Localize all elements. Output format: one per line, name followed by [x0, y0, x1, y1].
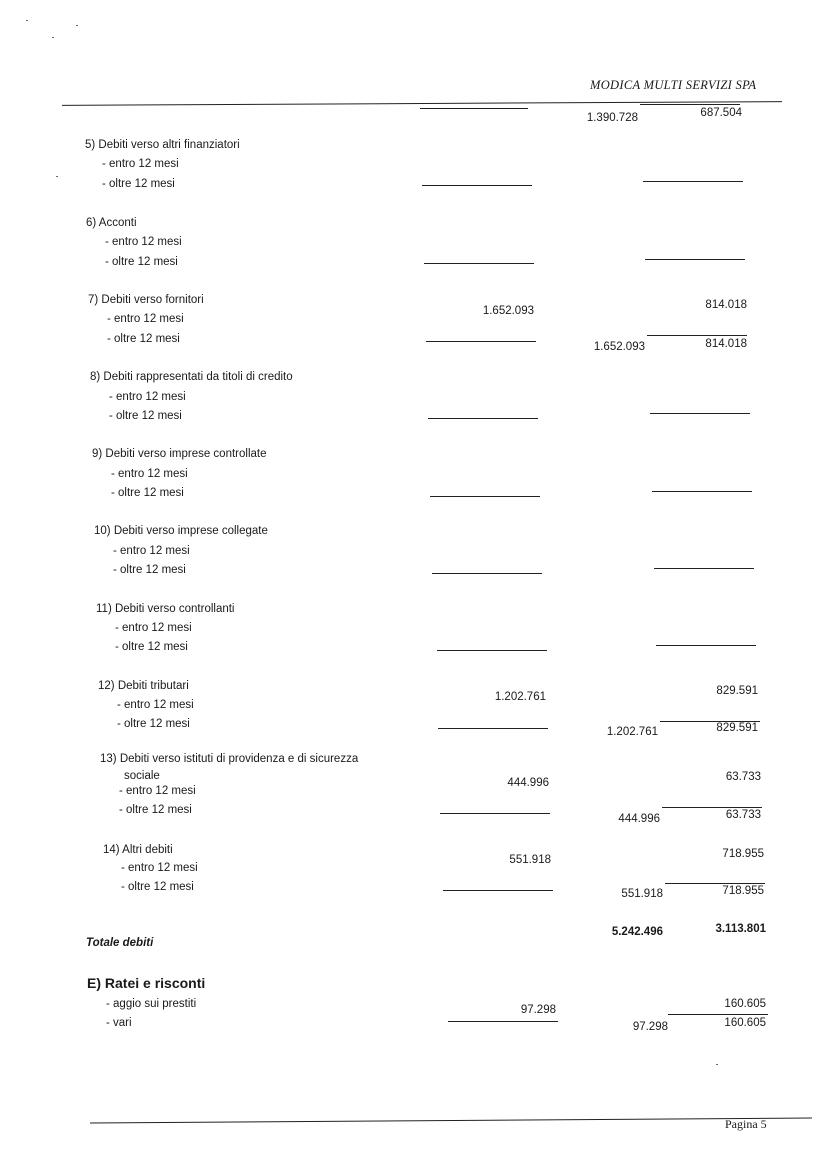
- entro-value: 551.918: [509, 854, 551, 866]
- oltre-label: - oltre 12 mesi: [105, 256, 178, 268]
- section-title: 9) Debiti verso imprese controllate: [92, 448, 267, 460]
- section-title: 6) Acconti: [86, 217, 137, 229]
- column-rule: [430, 496, 540, 497]
- carry-over-current: 1.390.728: [586, 112, 638, 124]
- column-rule: [640, 104, 740, 105]
- column-rule: [438, 728, 548, 729]
- scan-speck: [52, 37, 54, 38]
- column-rule: [426, 341, 536, 342]
- entro-label: - entro 12 mesi: [113, 545, 190, 557]
- prev-entro-value: 829.591: [716, 685, 758, 697]
- section-title: 7) Debiti verso fornitori: [88, 294, 204, 306]
- entro-label: - entro 12 mesi: [105, 236, 182, 248]
- column-rule: [654, 568, 754, 569]
- scan-speck: [76, 25, 78, 26]
- entro-value: 1.652.093: [482, 305, 534, 317]
- entro-label: - entro 12 mesi: [119, 785, 196, 797]
- subtotal-value: 1.652.093: [593, 341, 645, 353]
- oltre-label: - oltre 12 mesi: [117, 718, 190, 730]
- section-title: 13) Debiti verso istituti di providenza e di sicurezza: [100, 753, 359, 765]
- footer-rule: [90, 1117, 812, 1123]
- oltre-label: - oltre 12 mesi: [119, 804, 192, 816]
- oltre-label: - oltre 12 mesi: [121, 881, 194, 893]
- company-header: MODICA MULTI SERVIZI SPA: [590, 78, 757, 92]
- oltre-label: - oltre 12 mesi: [107, 333, 180, 345]
- entro-label: - entro 12 mesi: [111, 468, 188, 480]
- totale-debiti-current: 5.242.496: [611, 926, 663, 938]
- prev-subtotal-value: 63.733: [725, 809, 761, 821]
- section-title: 14) Altri debiti: [103, 844, 173, 856]
- section-title-line2: sociale: [124, 770, 160, 782]
- entro-label: - entro 12 mesi: [102, 158, 179, 170]
- column-rule: [668, 1014, 768, 1015]
- column-rule: [440, 813, 550, 814]
- column-rule: [443, 890, 553, 891]
- entro-label: - entro 12 mesi: [109, 391, 186, 403]
- totale-debiti-previous: 3.113.801: [715, 923, 766, 935]
- prev-entro-value: 63.733: [725, 771, 761, 783]
- column-rule: [437, 650, 547, 651]
- aggio-value: 97.298: [520, 1004, 556, 1016]
- column-rule: [643, 181, 743, 182]
- subtotal-value: 1.202.761: [606, 726, 658, 738]
- column-rule: [650, 413, 750, 414]
- oltre-label: - oltre 12 mesi: [115, 641, 188, 653]
- prev-subtotal-value: 718.955: [722, 885, 764, 897]
- entro-label: - entro 12 mesi: [107, 313, 184, 325]
- column-rule: [448, 1021, 558, 1022]
- prev-entro-value: 718.955: [722, 848, 764, 860]
- entro-label: - entro 12 mesi: [115, 622, 192, 634]
- totale-debiti-label: Totale debiti: [86, 937, 154, 949]
- prev-aggio-value: 160.605: [724, 998, 766, 1010]
- section-title: 10) Debiti verso imprese collegate: [94, 525, 268, 537]
- page-number: Pagina 5: [725, 1117, 767, 1131]
- entro-value: 1.202.761: [494, 691, 546, 703]
- entro-label: - entro 12 mesi: [117, 699, 194, 711]
- entro-label: - entro 12 mesi: [121, 862, 198, 874]
- column-rule: [656, 645, 756, 646]
- section-title: 11) Debiti verso controllanti: [96, 603, 235, 615]
- prev-entro-value: 814.018: [705, 299, 747, 311]
- oltre-label: - oltre 12 mesi: [111, 487, 184, 499]
- ratei-prev-subtotal: 160.605: [724, 1017, 766, 1029]
- oltre-label: - oltre 12 mesi: [102, 178, 175, 190]
- column-rule: [422, 185, 532, 186]
- aggio-label: - aggio sui prestiti: [106, 998, 197, 1010]
- column-rule: [428, 418, 538, 419]
- section-title: 12) Debiti tributari: [98, 680, 189, 692]
- column-rule: [432, 573, 542, 574]
- oltre-label: - oltre 12 mesi: [113, 564, 186, 576]
- vari-label: - vari: [106, 1017, 132, 1029]
- entro-value: 444.996: [507, 777, 549, 789]
- carry-over-previous: 687.504: [700, 107, 742, 119]
- scan-speck: [716, 1064, 718, 1065]
- column-rule: [652, 491, 752, 492]
- subtotal-value: 444.996: [618, 813, 660, 825]
- scan-speck: [56, 176, 58, 177]
- prev-subtotal-value: 829.591: [716, 722, 758, 734]
- section-title: 8) Debiti rappresentati da titoli di credito: [90, 371, 293, 383]
- ratei-risconti-title: E) Ratei e risconti: [87, 975, 206, 991]
- scan-speck: [26, 20, 28, 21]
- section-title: 5) Debiti verso altri finanziatori: [85, 139, 240, 151]
- ratei-subtotal: 97.298: [632, 1021, 668, 1033]
- column-rule: [645, 259, 745, 260]
- subtotal-value: 551.918: [621, 888, 663, 900]
- prev-subtotal-value: 814.018: [705, 338, 747, 350]
- column-rule: [424, 263, 534, 264]
- column-rule: [647, 335, 747, 336]
- oltre-label: - oltre 12 mesi: [109, 410, 182, 422]
- column-rule: [420, 108, 528, 109]
